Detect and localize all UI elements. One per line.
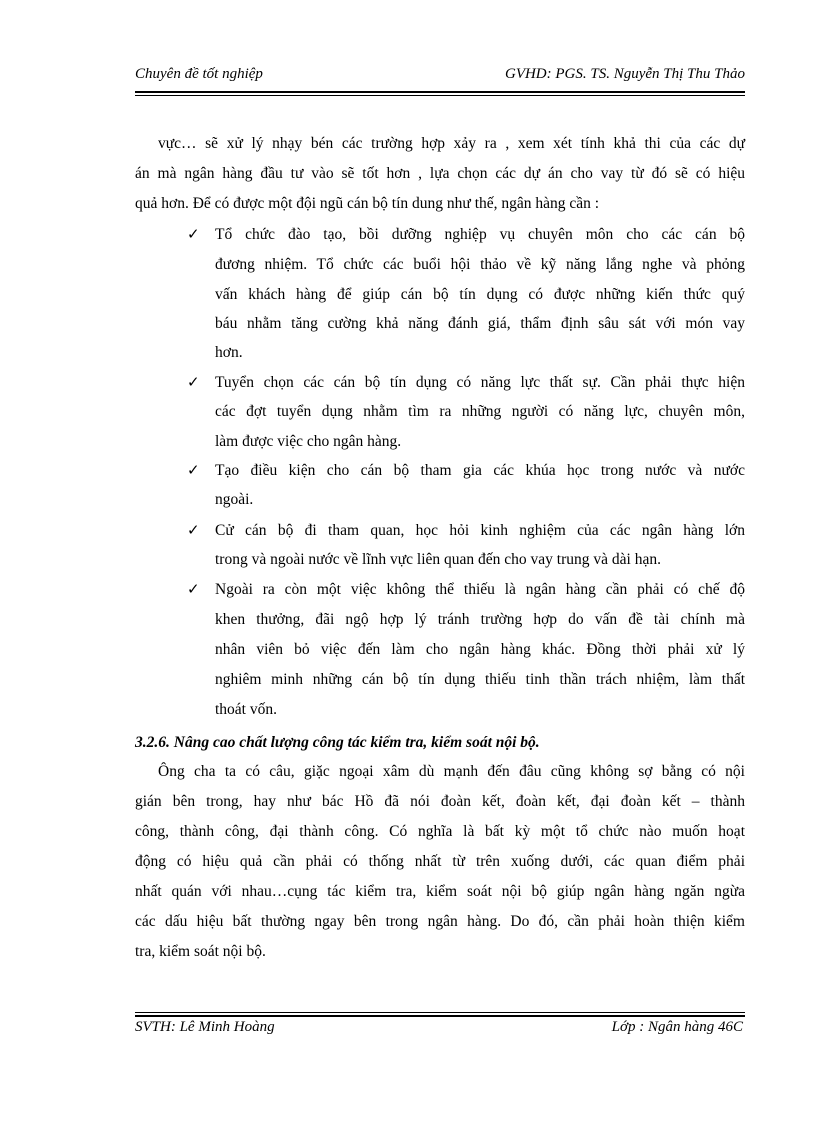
paragraph-line: Ông cha ta có câu, giặc ngoại xâm dù mạnh đến đâu cũng không sợ bằng có nội xyxy=(158,763,745,780)
paragraph-line: tra, kiểm soát nội bộ. xyxy=(135,943,266,960)
bullet-line: Tạo điều kiện cho cán bộ tham gia các khúa học trong nước và nước xyxy=(215,462,745,479)
header-left: Chuyên đề tốt nghiệp xyxy=(135,66,263,82)
checkmark-icon: ✓ xyxy=(187,227,200,243)
checkmark-icon: ✓ xyxy=(187,523,200,539)
header-rule xyxy=(135,91,745,96)
checkmark-icon: ✓ xyxy=(187,463,200,479)
paragraph-line: gián bên trong, hay như bác Hồ đã nói đoàn kết, đoàn kết, đại đoàn kết – thành xyxy=(135,793,745,810)
footer-left: SVTH: Lê Minh Hoàng xyxy=(135,1019,275,1035)
bullet-line: khen thưởng, đãi ngộ hợp lý tránh trường hợp do vấn đề tài chính mà xyxy=(215,611,745,628)
bullet-line: Tổ chức đào tạo, bồi dưỡng nghiệp vụ chuyên môn cho các cán bộ xyxy=(215,226,745,243)
bullet-line: nghiêm minh những cán bộ tín dụng thiếu tinh thần trách nhiệm, làm thất xyxy=(215,671,745,688)
bullet-line: hơn. xyxy=(215,344,243,361)
intro-line: vực… sẽ xử lý nhạy bén các trường hợp xảy ra , xem xét tính khả thi của các dự xyxy=(158,135,745,152)
bullet-line: nhân viên bỏ việc đến làm cho ngân hàng khác. Đồng thời phải xử lý xyxy=(215,641,745,658)
checkmark-icon: ✓ xyxy=(187,582,200,598)
bullet-line: làm được việc cho ngân hàng. xyxy=(215,433,402,450)
paragraph-line: các dấu hiệu bất thường ngay bên trong ngân hàng. Do đó, cần phải hoàn thiện kiểm xyxy=(135,913,745,930)
paragraph-line: nhất quán với nhau…cụng tác kiểm tra, kiểm soát nội bộ giúp ngân hàng ngăn ngừa xyxy=(135,883,745,900)
bullet-line: ngoài. xyxy=(215,491,254,508)
bullet-line: các đợt tuyển dụng nhằm tìm ra những người có năng lực, chuyên môn, xyxy=(215,403,745,420)
bullet-line: thoát vốn. xyxy=(215,701,277,718)
page-header xyxy=(135,66,745,88)
section-heading: 3.2.6. Nâng cao chất lượng công tác kiểm tra, kiểm soát nội bộ. xyxy=(135,734,540,751)
header-right: GVHD: PGS. TS. Nguyễn Thị Thu Thảo xyxy=(504,66,745,82)
bullet-line: trong và ngoài nước về lĩnh vực liên quan đến cho vay trung và dài hạn. xyxy=(215,551,661,568)
intro-line: án mà ngân hàng đầu tư vào sẽ tốt hơn , lựa chọn các dự án cho vay từ đó sẽ có hiệu xyxy=(135,165,745,182)
bullet-line: báu nhằm tăng cường khả năng đánh giá, thẩm định sâu sát với món vay xyxy=(215,315,745,332)
paragraph-line: công, thành công, đại thành công. Có nghĩa là bất kỳ một tổ chức nào muốn hoạt xyxy=(135,823,745,840)
bullet-line: Tuyển chọn các cán bộ tín dụng có năng lực thất sự. Cần phải thực hiện xyxy=(215,374,745,391)
bullet-line: đương nhiệm. Tổ chức các buổi hội thảo về kỹ năng lắng nghe và phỏng xyxy=(215,256,745,273)
footer-rule xyxy=(135,1012,745,1017)
bullet-line: Cử cán bộ đi tham quan, học hỏi kinh nghiệm của các ngân hàng lớn xyxy=(215,522,745,539)
paragraph-line: động có hiệu quả cần phải có thống nhất từ trên xuống dưới, các quan điểm phải xyxy=(135,853,745,870)
bullet-line: Ngoài ra còn một việc không thể thiếu là ngân hàng cần phải có chế độ xyxy=(215,581,745,598)
checkmark-icon: ✓ xyxy=(187,375,200,391)
bullet-line: vấn khách hàng để giúp cán bộ tín dụng có được những kiến thức quý xyxy=(215,286,745,303)
intro-line: quả hơn. Để có được một đội ngũ cán bộ tín dung như thế, ngân hàng cần : xyxy=(135,195,600,212)
footer-right: Lớp : Ngân hàng 46C xyxy=(611,1019,743,1035)
